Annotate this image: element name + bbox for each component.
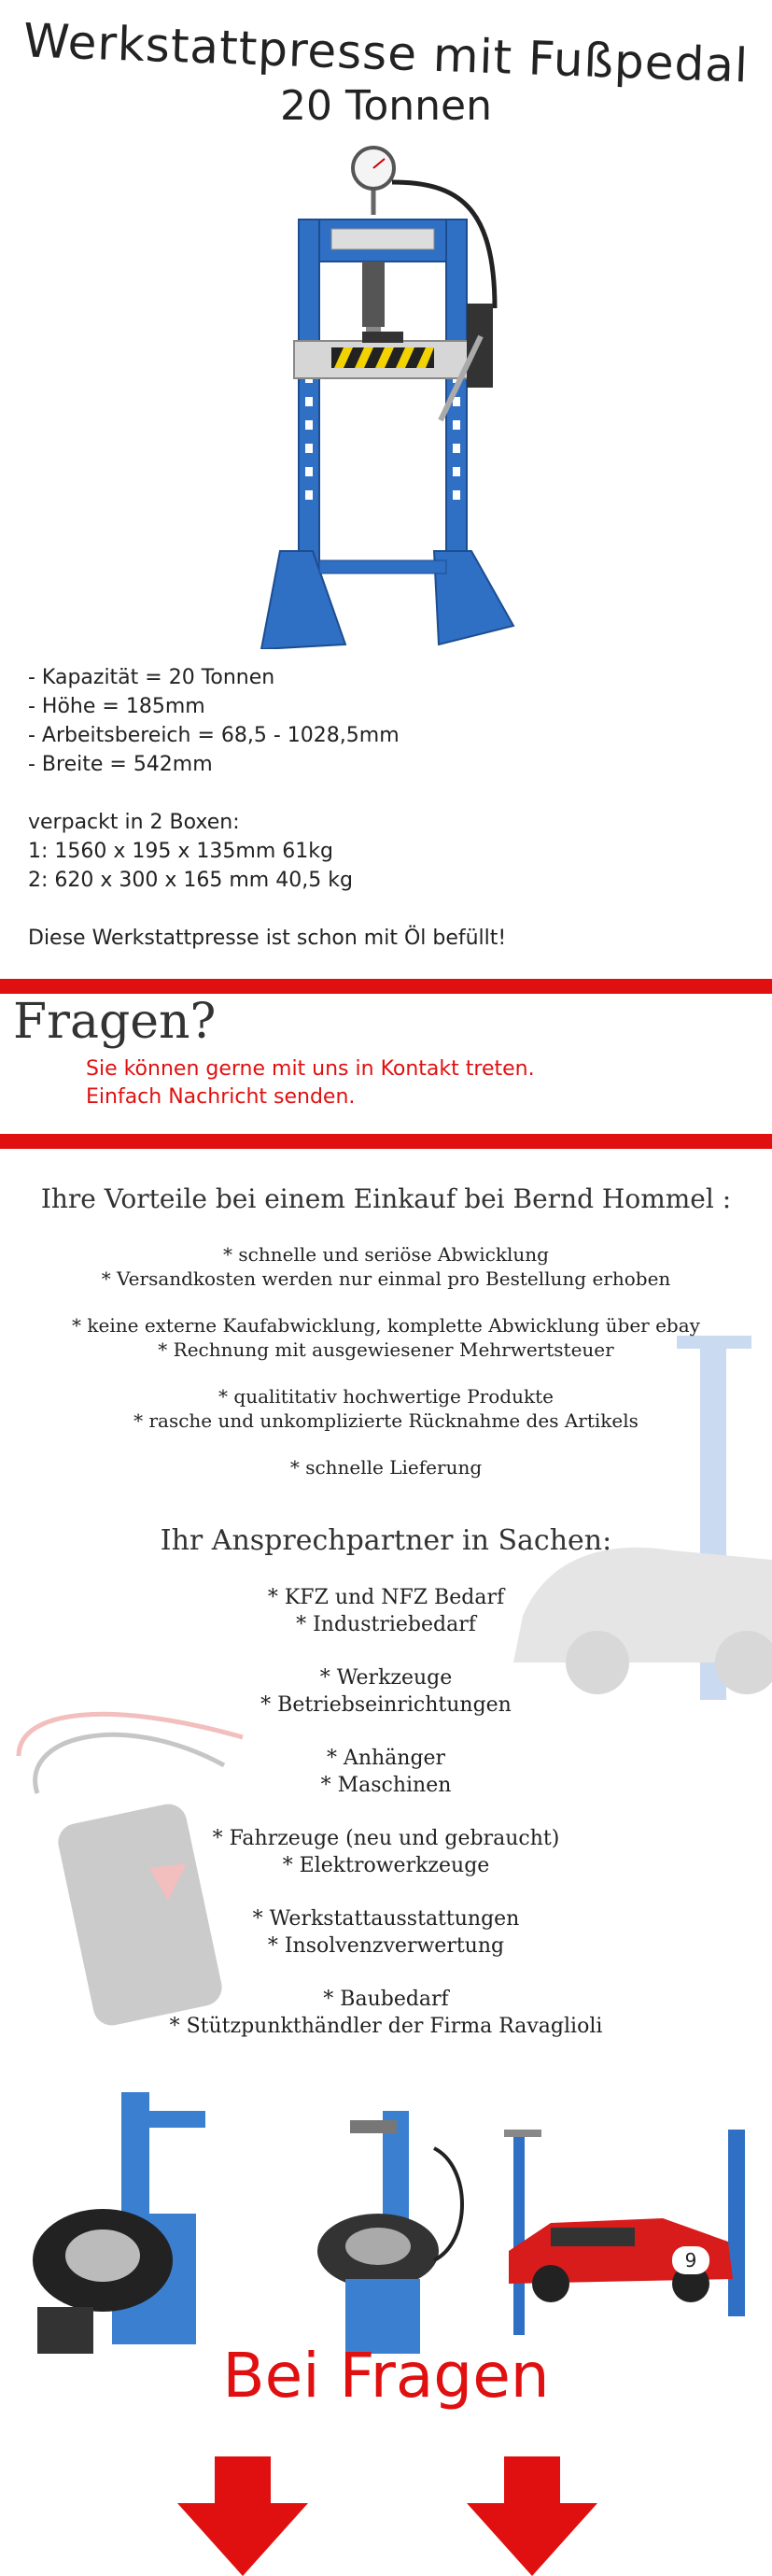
vorteile-heading: Ihre Vorteile bei einem Einkauf bei Bernd Hommel :	[40, 1183, 732, 1214]
fragen-heading: Fragen?	[13, 994, 217, 1050]
list-item: * Versandkosten werden nur einmal pro Bestellung erhoben	[101, 1267, 671, 1290]
divider-top	[0, 979, 772, 994]
page-subtitle: 20 Tonnen	[279, 82, 493, 130]
workshop-press-image	[243, 140, 523, 649]
list-item: * Insolvenzverwertung	[267, 1934, 505, 1958]
list-item: * KFZ und NFZ Bedarf	[267, 1586, 505, 1609]
list-item: * rasche und unkomplizierte Rücknahme des Artikels	[133, 1409, 639, 1432]
down-arrow-right-icon	[467, 2456, 597, 2576]
list-item: * Fahrzeuge (neu und gebraucht)	[212, 1827, 560, 1850]
list-item: * schnelle Lieferung	[289, 1456, 483, 1479]
list-item: * Werkzeuge	[319, 1666, 453, 1690]
bei-fragen-heading: Bei Fragen	[222, 2340, 550, 2412]
list-item: * Industriebedarf	[296, 1613, 476, 1636]
lift-with-sportscar-image	[495, 2130, 756, 2335]
product-specs: - Kapazität = 20 Tonnen - Höhe = 185mm - Arbeitsbereich = 68,5 - 1028,5mm - Breite = 542mm verpackt in 2 Boxen: 1: 1560 x 195 x 135mm 61kg 2: 620 x 300 x 165 mm 40,5 kg Diese Werkstattpresse ist schon mit Öl befüllt!	[28, 666, 507, 950]
list-item: * Baubedarf	[323, 1988, 449, 2011]
contact-line-2[interactable]: Einfach Nachricht senden.	[86, 1085, 356, 1109]
car-number-text: 9	[684, 2249, 697, 2272]
list-item: * Anhänger	[326, 1747, 446, 1770]
list-item: * qualititativ hochwertige Produkte	[218, 1385, 554, 1408]
ansprech-heading: Ihr Ansprechpartner in Sachen:	[160, 1524, 612, 1557]
list-item: * keine externe Kaufabwicklung, komplette Abwicklung über ebay	[72, 1314, 700, 1337]
contact-line-1[interactable]: Sie können gerne mit uns in Kontakt treten.	[86, 1057, 535, 1081]
list-item: * Rechnung mit ausgewiesener Mehrwertsteuer	[158, 1338, 614, 1361]
list-item: * Betriebseinrichtungen	[260, 1693, 512, 1717]
divider-bottom	[0, 1134, 772, 1149]
page-title: Werkstattpresse mit Fußpedal	[22, 13, 750, 93]
list-item: * Maschinen	[320, 1774, 452, 1797]
vorteile-list	[0, 1242, 772, 1479]
list-item: * Elektrowerkzeuge	[282, 1854, 490, 1877]
list-item: * Werkstattausstattungen	[252, 1907, 520, 1931]
contact-text	[86, 1055, 535, 1111]
list-item: * schnelle und seriöse Abwicklung	[223, 1243, 549, 1266]
ansprech-list	[0, 1584, 772, 2040]
tire-changer-image	[19, 2074, 233, 2354]
down-arrow-left-icon	[177, 2456, 308, 2576]
wheel-balancer-image	[294, 2111, 481, 2354]
list-item: * Stützpunkthändler der Firma Ravaglioli	[169, 2015, 603, 2038]
